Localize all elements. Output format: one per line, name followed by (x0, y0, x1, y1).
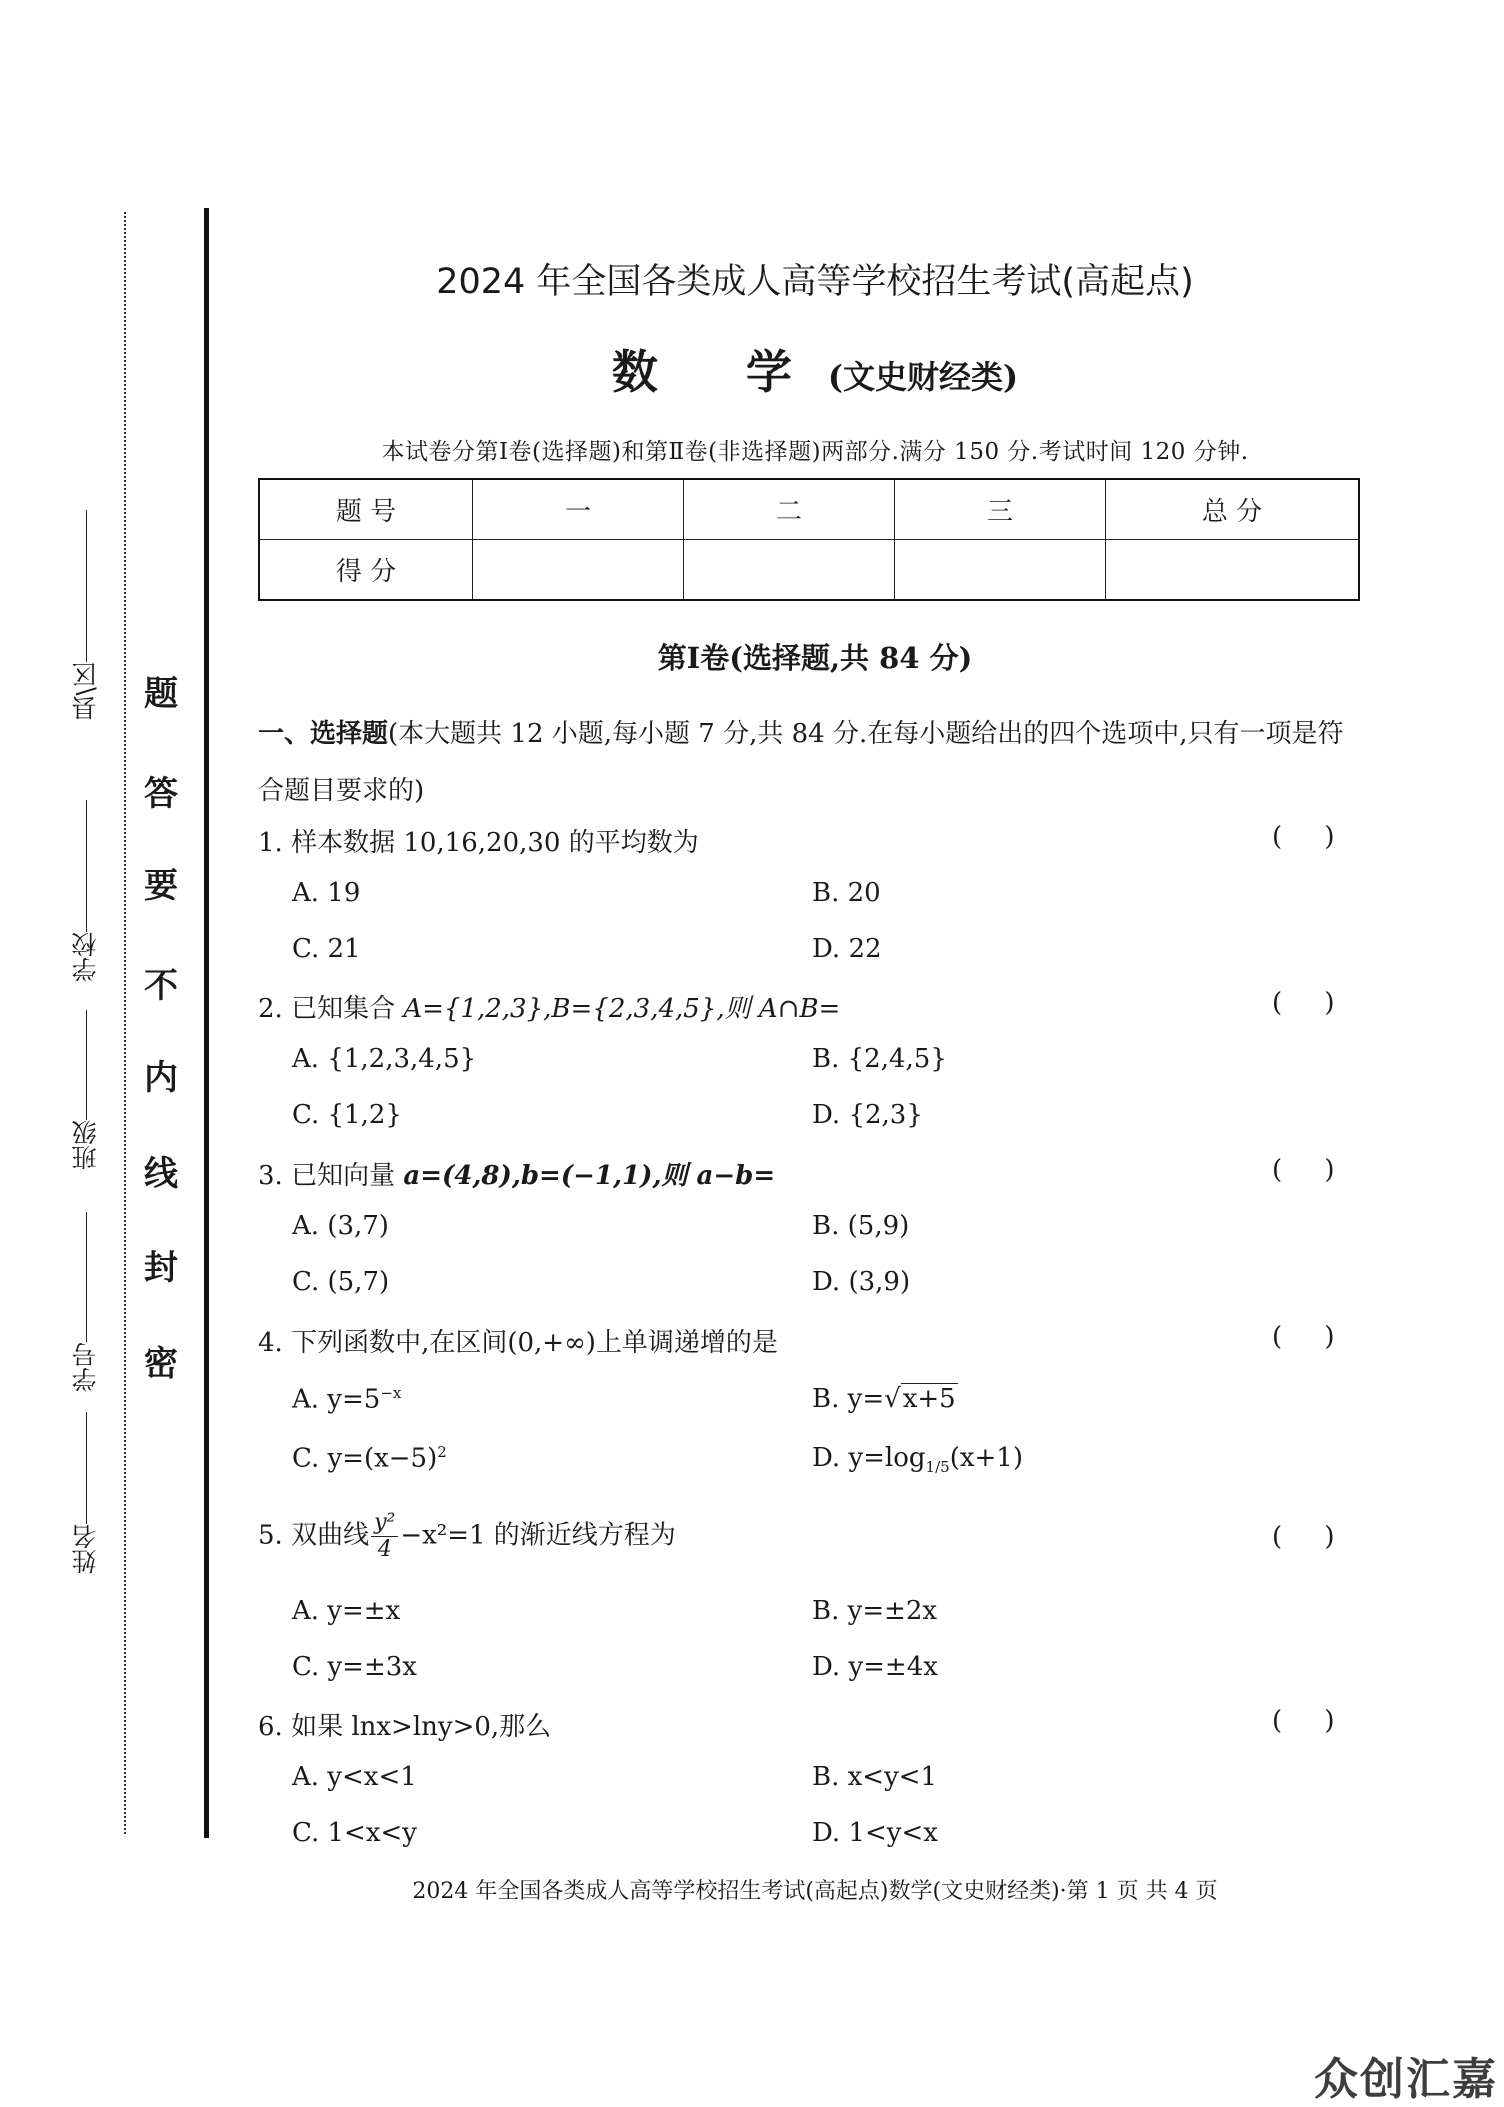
option-a: A. 19 (292, 878, 361, 908)
option-text: B. y= (812, 1384, 885, 1414)
seal-char: 不 (144, 966, 178, 1006)
question-text: 2. 已知集合 (258, 994, 404, 1024)
option-c: C. 21 (292, 934, 361, 964)
option-d: D. {2,3} (812, 1100, 923, 1130)
field-label: 学号 (71, 1342, 100, 1392)
part-instructions (258, 706, 1368, 820)
log-base: 1/5 (925, 1458, 950, 1477)
answer-paren: ( ) (1272, 1155, 1335, 1185)
option-b: B. x<y<1 (812, 1762, 938, 1792)
score-table-header-row (259, 479, 1359, 540)
option-text: C. y=(x−5) (292, 1443, 438, 1474)
question-text: −x²=1 的渐近线方程为 (400, 1520, 676, 1551)
exam-title: 2024 年全国各类成人高等学校招生考试(高起点) (436, 262, 1194, 302)
question-text: 3. 已知向量 (258, 1161, 404, 1191)
option-b: B. 20 (812, 878, 881, 908)
option-text: D. y=log (812, 1443, 926, 1473)
field-label: 班级 (71, 1120, 100, 1170)
field-school (50, 790, 122, 982)
question-3 (258, 1155, 775, 1192)
option-b (812, 1384, 958, 1414)
score-cell-blank[interactable] (895, 540, 1106, 601)
option-c (292, 1443, 447, 1474)
question-math: a=(4,8),b=(−1,1),则 a−b= (403, 1161, 776, 1191)
question-1: 1. 样本数据 10,16,20,30 的平均数为 (258, 828, 699, 858)
score-cell: 一 (473, 479, 684, 540)
score-cell: 得 分 (259, 540, 473, 601)
option-d: D. y=±4x (812, 1652, 938, 1682)
seal-char: 线 (144, 1154, 178, 1194)
field-class (50, 1000, 122, 1170)
option-b: B. (5,9) (812, 1211, 910, 1241)
part-label: 一、选择题 (258, 719, 389, 749)
subject-main: 数 学 (611, 345, 828, 399)
fraction-denominator: 4 (377, 1537, 392, 1562)
score-cell-blank[interactable] (1106, 540, 1360, 601)
option-a: A. y=±x (292, 1596, 401, 1626)
score-cell: 三 (895, 479, 1106, 540)
option-d: D. 22 (812, 934, 882, 964)
answer-paren: ( ) (1272, 1322, 1335, 1352)
exponent: 2 (437, 1443, 447, 1461)
blank-line (86, 1010, 87, 1120)
option-a (292, 1384, 401, 1415)
field-student-id (50, 1202, 122, 1392)
field-name (50, 1402, 122, 1574)
seal-char: 内 (144, 1058, 178, 1098)
seal-char: 密 (144, 1344, 178, 1384)
option-text: A. y=5 (292, 1384, 381, 1415)
option-d: D. 1<y<x (812, 1818, 938, 1848)
blank-line (86, 1412, 87, 1524)
option-c: C. (5,7) (292, 1267, 390, 1297)
score-cell-blank[interactable] (684, 540, 895, 601)
option-d: D. (3,9) (812, 1267, 911, 1297)
blank-line (86, 1212, 87, 1342)
option-b: B. y=±2x (812, 1596, 938, 1626)
question-math: A={1,2,3},B={2,3,4,5},则 A∩B= (403, 994, 841, 1024)
question-text: 5. 双曲线 (258, 1520, 370, 1551)
field-label: 姓名 (71, 1524, 100, 1574)
answer-paren: ( ) (1272, 822, 1335, 852)
field-label: 县\区 (71, 662, 100, 721)
score-cell: 总 分 (1106, 479, 1360, 540)
radicand: x+5 (902, 1384, 956, 1414)
score-cell: 二 (684, 479, 895, 540)
binding-solid-line (204, 208, 209, 1838)
exponent: −x (380, 1384, 402, 1402)
option-c: C. y=±3x (292, 1652, 417, 1682)
option-a: A. y<x<1 (292, 1762, 417, 1792)
answer-paren: ( ) (1272, 1706, 1335, 1736)
log-arg: (x+1) (949, 1443, 1023, 1473)
subject-sub: (文史财经类) (827, 358, 1019, 396)
score-cell-blank[interactable] (473, 540, 684, 601)
fraction-numerator: y² (371, 1510, 398, 1537)
question-5 (258, 1510, 676, 1563)
answer-paren: ( ) (1272, 1522, 1335, 1552)
option-c: C. 1<x<y (292, 1818, 417, 1848)
question-6: 6. 如果 lnx>lny>0,那么 (258, 1712, 552, 1742)
field-label: 学校 (71, 932, 100, 982)
seal-char: 答 (144, 774, 178, 814)
seal-char: 题 (144, 674, 178, 714)
question-2 (258, 988, 840, 1025)
watermark: 众创汇嘉 (1314, 2054, 1498, 2105)
score-cell: 题 号 (259, 479, 473, 540)
section-title: 第Ⅰ卷(选择题,共 84 分) (657, 641, 973, 675)
seal-char: 要 (144, 866, 178, 906)
option-a: A. {1,2,3,4,5} (292, 1044, 477, 1074)
option-d (812, 1443, 1023, 1476)
blank-line (86, 800, 87, 932)
sqrt-icon: √ (884, 1384, 901, 1414)
field-county (50, 500, 122, 720)
answer-paren: ( ) (1272, 988, 1335, 1018)
question-4: 4. 下列函数中,在区间(0,+∞)上单调递增的是 (258, 1328, 778, 1358)
option-a: A. (3,7) (292, 1211, 389, 1241)
page-footer: 2024 年全国各类成人高等学校招生考试(高起点)数学(文史财经类)·第 1 页 共 4 页 (412, 1879, 1218, 1904)
seal-char: 封 (144, 1248, 178, 1288)
option-c: C. {1,2} (292, 1100, 402, 1130)
option-b: B. {2,4,5} (812, 1044, 947, 1074)
subject-title (270, 336, 1360, 402)
score-table (258, 478, 1360, 601)
part-desc: (本大题共 12 小题,每小题 7 分,共 84 分.在每小题给出的四个选项中,只有一项是符合题目要求的) (258, 719, 1344, 806)
exam-intro: 本试卷分第Ⅰ卷(选择题)和第Ⅱ卷(非选择题)两部分.满分 150 分.考试时间 120 分钟. (381, 439, 1249, 465)
fold-dotted-line (124, 212, 126, 1834)
score-table-score-row (259, 540, 1359, 601)
blank-line (86, 510, 87, 662)
fraction (371, 1510, 398, 1563)
